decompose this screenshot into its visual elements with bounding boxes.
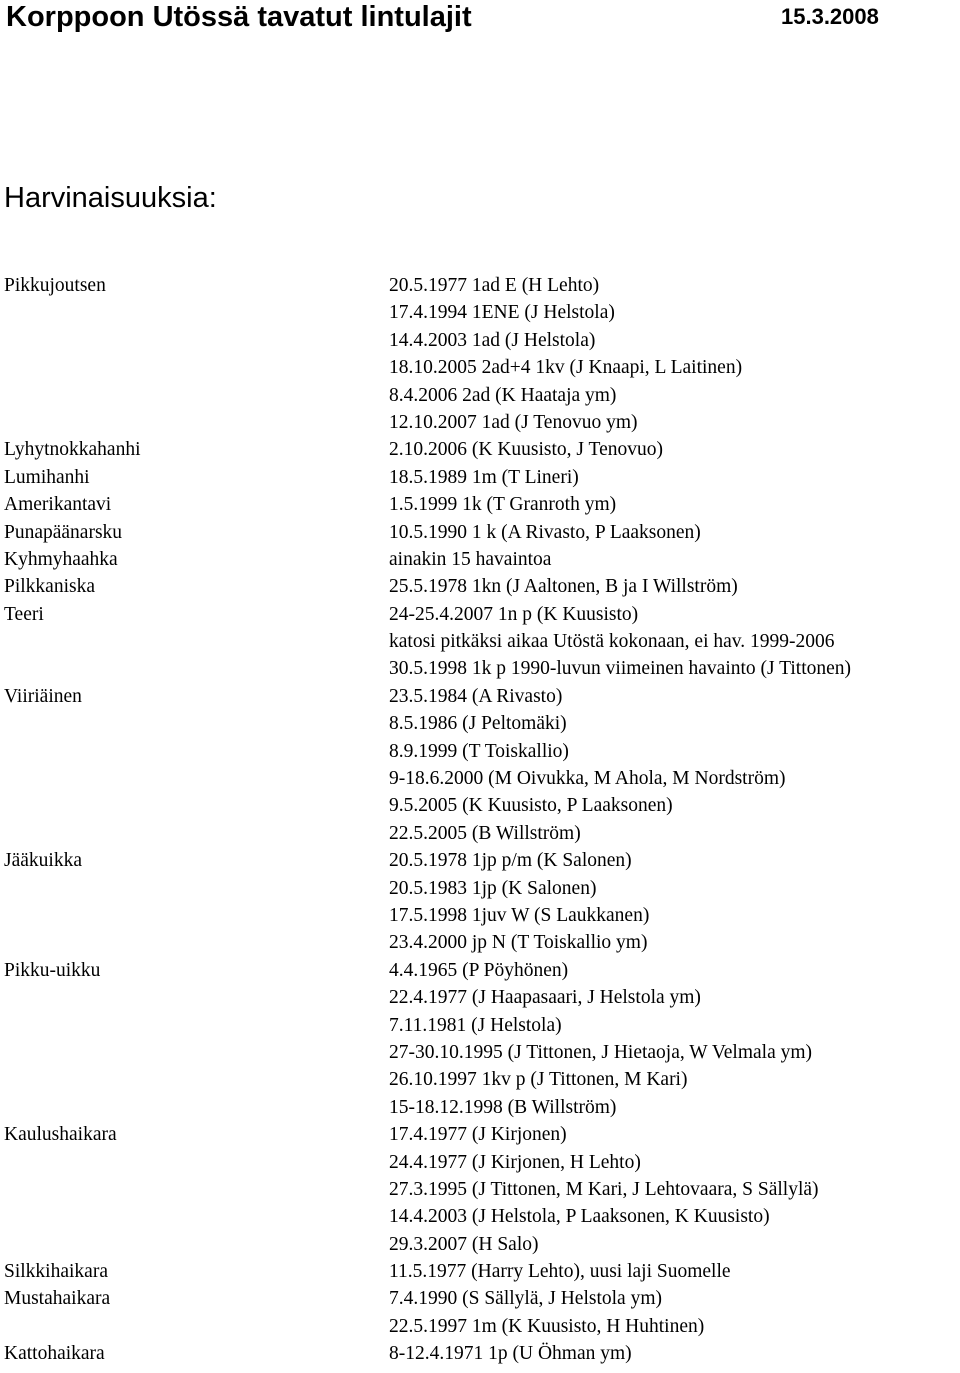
observation-record: 14.4.2003 1ad (J Helstola) — [389, 329, 596, 351]
observation-record: 25.5.1978 1kn (J Aaltonen, B ja I Willström) — [389, 576, 738, 598]
observation-record: 20.5.1977 1ad E (H Lehto) — [389, 275, 600, 296]
list-item — [0, 491, 960, 518]
observation-record: 22.5.1997 1m (K Kuusisto, H Huhtinen) — [389, 1315, 705, 1337]
list-item — [0, 1203, 960, 1230]
rarities-list — [0, 272, 960, 1368]
species-name: Mustahaikara — [4, 1288, 111, 1310]
observation-record: 24-25.4.2007 1n p (K Kuusisto) — [389, 603, 639, 625]
observation-record: 17.4.1977 (J Kirjonen) — [389, 1124, 567, 1146]
observation-record: 26.10.1997 1kv p (J Tittonen, M Kari) — [389, 1069, 688, 1091]
species-name: Kattohaikara — [4, 1343, 105, 1365]
observation-record: 23.5.1984 (A Rivasto) — [389, 685, 563, 707]
page-date: 15.3.2008 — [781, 4, 879, 29]
observation-record: 9-18.6.2000 (M Oivukka, M Ahola, M Nordström) — [389, 768, 786, 790]
observation-record: 17.4.1994 1ENE (J Helstola) — [389, 302, 615, 324]
list-item — [0, 847, 960, 874]
observation-record: 14.4.2003 (J Helstola, P Laaksonen, K Kuusisto) — [389, 1206, 770, 1228]
list-item — [0, 1258, 960, 1285]
section-heading: Harvinaisuuksia: — [4, 182, 217, 214]
list-item — [0, 272, 960, 299]
list-item — [0, 327, 960, 354]
species-name: Teeri — [4, 603, 44, 625]
list-item — [0, 902, 960, 929]
list-item — [0, 738, 960, 765]
observation-record: 8.9.1999 (T Toiskallio) — [389, 740, 569, 762]
list-item — [0, 382, 960, 409]
list-item — [0, 1285, 960, 1312]
species-name: Jääkuikka — [4, 850, 82, 872]
observation-record: katosi pitkäksi aikaa Utöstä kokonaan, ei hav. 1999-2006 — [389, 631, 835, 653]
list-item — [0, 1313, 960, 1340]
list-item — [0, 820, 960, 847]
list-item — [0, 354, 960, 381]
observation-record: 30.5.1998 1k p 1990-luvun viimeinen havainto (J Tittonen) — [389, 658, 852, 680]
observation-record: 1.5.1999 1k (T Granroth ym) — [389, 494, 617, 516]
list-item — [0, 875, 960, 902]
species-name: Amerikantavi — [4, 494, 112, 516]
observation-record: 15-18.12.1998 (B Willström) — [389, 1096, 617, 1118]
observation-record: 4.4.1965 (P Pöyhönen) — [389, 959, 569, 981]
species-name: Silkkihaikara — [4, 1261, 108, 1283]
species-name: Viiriäinen — [4, 685, 82, 707]
list-item — [0, 1012, 960, 1039]
list-item — [0, 792, 960, 819]
list-item — [0, 957, 960, 984]
observation-record: 8.5.1986 (J Peltomäki) — [389, 713, 567, 735]
species-name: Pikkujoutsen — [4, 275, 106, 296]
observation-record: 11.5.1977 (Harry Lehto), uusi laji Suomelle — [389, 1261, 731, 1283]
list-item — [0, 1149, 960, 1176]
observation-record: 29.3.2007 (H Salo) — [389, 1233, 539, 1255]
list-item — [0, 1340, 960, 1367]
observation-record: 18.10.2005 2ad+4 1kv (J Knaapi, L Laitinen) — [389, 357, 743, 379]
observation-record: 24.4.1977 (J Kirjonen, H Lehto) — [389, 1151, 641, 1173]
species-name: Kaulushaikara — [4, 1124, 117, 1146]
observation-record: 22.5.2005 (B Willström) — [389, 822, 581, 844]
observation-record: 22.4.1977 (J Haapasaari, J Helstola ym) — [389, 987, 701, 1009]
observation-record: ainakin 15 havaintoa — [389, 548, 552, 570]
species-name: Lumihanhi — [4, 466, 90, 488]
list-item — [0, 546, 960, 573]
list-item — [0, 1094, 960, 1121]
list-item — [0, 464, 960, 491]
observation-record: 12.10.2007 1ad (J Tenovuo ym) — [389, 411, 638, 433]
list-item — [0, 573, 960, 600]
list-item — [0, 601, 960, 628]
species-name: Lyhytnokkahanhi — [4, 439, 141, 461]
list-item — [0, 436, 960, 463]
observation-record: 9.5.2005 (K Kuusisto, P Laaksonen) — [389, 795, 673, 817]
list-item — [0, 929, 960, 956]
list-item — [0, 1039, 960, 1066]
observation-record: 17.5.1998 1juv W (S Laukkanen) — [389, 904, 650, 926]
list-item — [0, 519, 960, 546]
list-item — [0, 1121, 960, 1148]
species-name: Pilkkaniska — [4, 576, 95, 598]
observation-record: 18.5.1989 1m (T Lineri) — [389, 466, 579, 488]
observation-record: 20.5.1978 1jp p/m (K Salonen) — [389, 850, 632, 872]
list-item — [0, 655, 960, 682]
observation-record: 23.4.2000 jp N (T Toiskallio ym) — [389, 932, 648, 954]
list-item — [0, 765, 960, 792]
observation-record: 2.10.2006 (K Kuusisto, J Tenovuo) — [389, 439, 663, 461]
observation-record: 7.11.1981 (J Helstola) — [389, 1014, 562, 1036]
observation-record: 7.4.1990 (S Sällylä, J Helstola ym) — [389, 1288, 662, 1310]
species-name: Kyhmyhaahka — [4, 548, 118, 570]
observation-record: 8.4.2006 2ad (K Haataja ym) — [389, 384, 617, 406]
list-item — [0, 1231, 960, 1258]
observation-record: 20.5.1983 1jp (K Salonen) — [389, 877, 597, 899]
list-item — [0, 409, 960, 436]
observation-record: 8-12.4.1971 1p (U Öhman ym) — [389, 1343, 632, 1365]
list-item — [0, 299, 960, 326]
list-item — [0, 1066, 960, 1093]
list-item — [0, 683, 960, 710]
species-name: Punapäänarsku — [4, 521, 123, 543]
page-title: Korppoon Utössä tavatut lintulajit — [6, 1, 472, 33]
observation-record: 27.3.1995 (J Tittonen, M Kari, J Lehtovaara, S Sällylä) — [389, 1178, 819, 1200]
list-item — [0, 710, 960, 737]
list-item — [0, 1176, 960, 1203]
species-name: Pikku-uikku — [4, 959, 101, 981]
list-item — [0, 984, 960, 1011]
observation-record: 10.5.1990 1 k (A Rivasto, P Laaksonen) — [389, 521, 701, 543]
observation-record: 27-30.10.1995 (J Tittonen, J Hietaoja, W Velmala ym) — [389, 1041, 813, 1063]
list-item — [0, 628, 960, 655]
